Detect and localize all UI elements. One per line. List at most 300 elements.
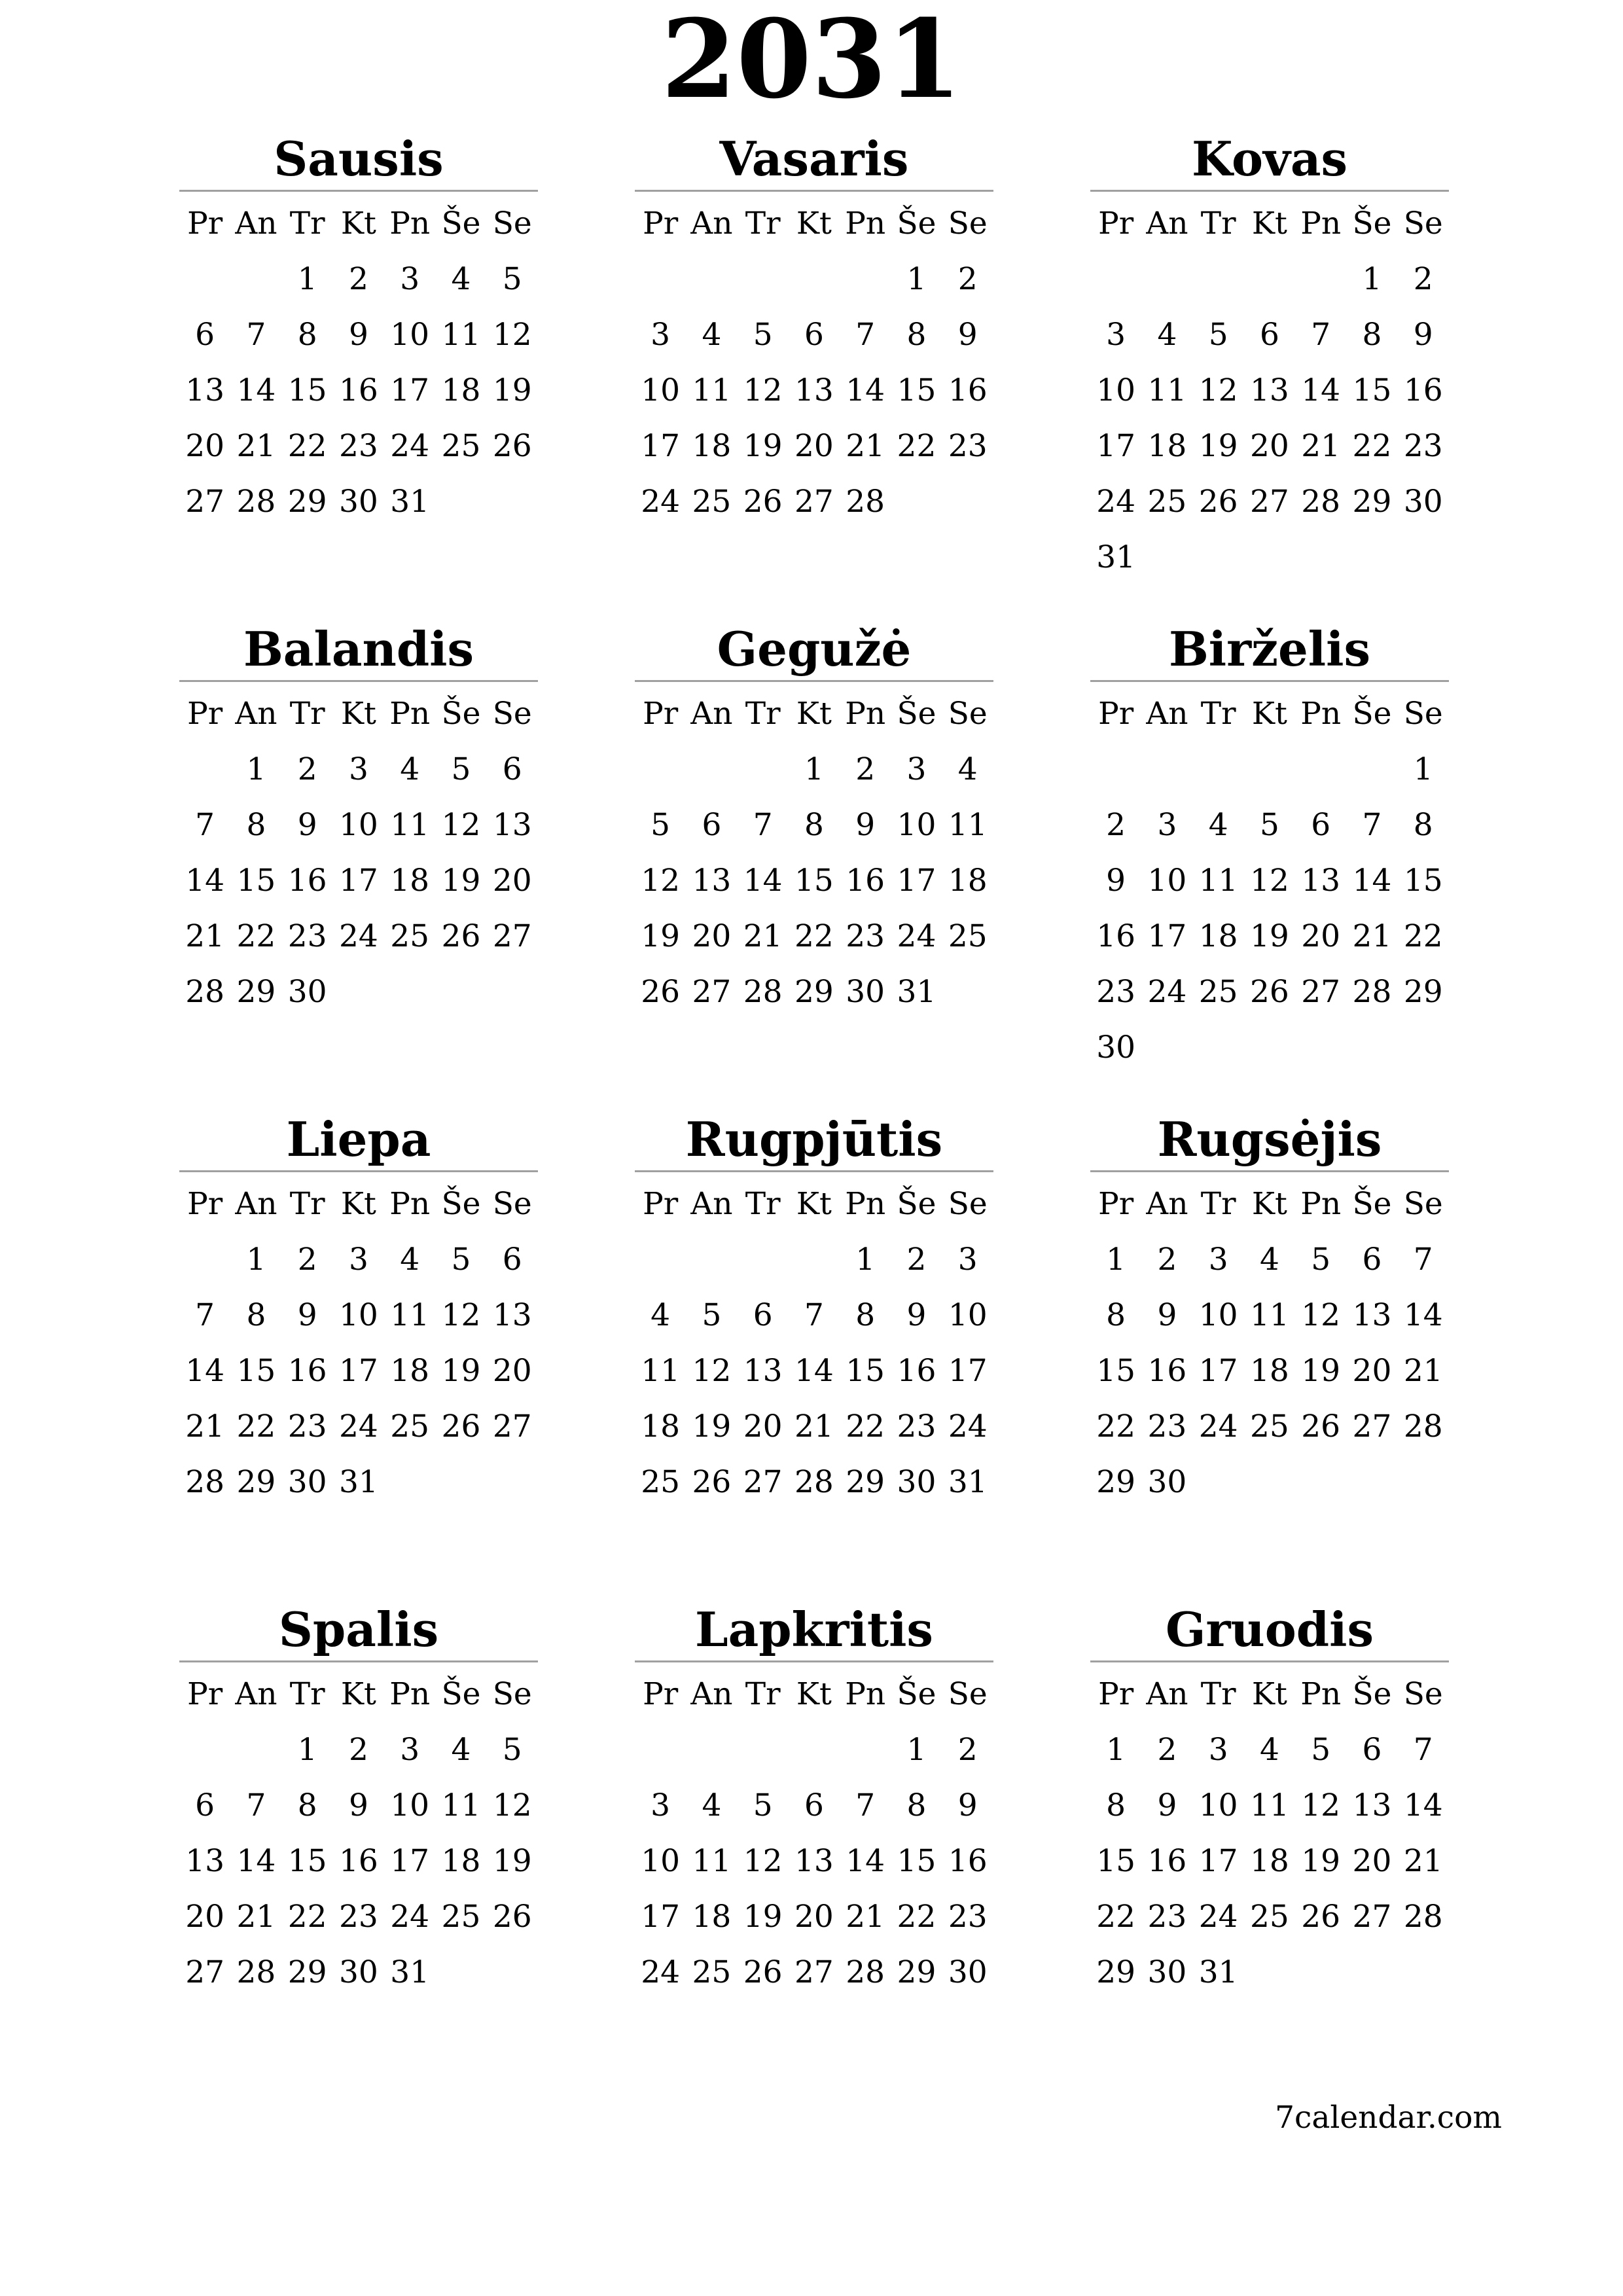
weekday-label: An [235,206,277,242]
weekday-label: Pn [389,696,431,732]
weekday-label: Tr [745,1186,781,1222]
month-block [635,621,993,1020]
day-cell: 3 [651,317,671,353]
day-cell: 24 [641,484,681,520]
day-cell [942,964,993,1020]
day-cell: 23 [897,1408,936,1444]
day-cell: 4 [400,751,420,787]
day-cell: 6 [804,317,824,353]
day-cell: 24 [641,1954,681,1990]
weekday-label: Pr [187,1186,223,1222]
day-cell: 29 [1096,1954,1136,1990]
day-cell: 29 [794,974,834,1010]
day-cell: 26 [692,1464,732,1500]
day-cell [1141,742,1192,797]
day-cell: 14 [185,1353,225,1389]
day-cell: 11 [692,1843,732,1879]
week-row [1090,418,1449,474]
day-cell: 30 [1096,1030,1136,1066]
day-cell: 7 [195,807,215,843]
day-cell: 8 [804,807,824,843]
day-cell: 6 [804,1787,824,1823]
day-cell: 19 [743,1899,783,1935]
day-cell: 8 [906,317,927,353]
weekday-label: Pn [389,1186,431,1222]
weekday-header [179,686,538,742]
day-cell: 10 [897,807,936,843]
weekday-label: An [235,696,277,732]
day-cell [1346,529,1397,585]
day-cell [1295,1454,1346,1510]
week-row [635,474,993,529]
day-cell: 15 [1096,1843,1136,1879]
day-cell: 6 [1311,807,1331,843]
day-cell [789,1722,840,1778]
day-cell: 9 [855,807,876,843]
day-cell: 15 [1352,372,1392,408]
day-cell [333,964,384,1020]
day-cell [1193,529,1244,585]
day-cell: 28 [1403,1408,1443,1444]
weekday-label: Se [948,1676,988,1712]
day-cell [1193,251,1244,307]
day-cell: 30 [1147,1954,1187,1990]
day-cell: 4 [957,751,978,787]
day-cell: 7 [1311,317,1331,353]
day-cell: 23 [1403,428,1443,464]
day-cell: 20 [1301,918,1341,954]
day-cell [1295,529,1346,585]
day-cell: 24 [1147,974,1187,1010]
day-cell: 24 [339,918,378,954]
week-row [635,1778,993,1833]
day-cell [686,1722,737,1778]
day-cell: 28 [236,484,276,520]
weekday-label: Še [441,1676,481,1712]
day-cell: 31 [339,1464,378,1500]
month-title: Rugsėjis [1157,1111,1382,1167]
month-divider [1090,680,1449,682]
day-cell [1244,1945,1295,2000]
week-row [635,1399,993,1454]
day-cell: 14 [1301,372,1341,408]
month-block [1090,131,1449,585]
weekday-label: Kt [1251,696,1287,732]
month-block [635,1111,993,1510]
day-cell: 13 [185,372,225,408]
day-cell: 27 [185,1954,225,1990]
day-cell: 22 [897,428,936,464]
week-row [179,742,538,797]
day-cell: 18 [1147,428,1187,464]
day-cell [1193,742,1244,797]
day-cell: 11 [1147,372,1187,408]
weekday-label: Tr [1200,696,1236,732]
day-cell [179,742,230,797]
day-cell: 16 [1147,1353,1187,1389]
day-cell: 12 [1250,863,1289,899]
day-cell: 22 [287,428,327,464]
weekday-label: Kt [796,1676,832,1712]
day-cell: 3 [906,751,927,787]
day-cell: 10 [339,1297,378,1333]
month-divider [179,1170,538,1172]
day-cell: 10 [1198,1787,1238,1823]
day-cell: 13 [1352,1787,1392,1823]
day-cell [230,1722,281,1778]
day-cell: 9 [1413,317,1433,353]
month-title: Spalis [278,1602,439,1657]
day-cell: 21 [1403,1843,1443,1879]
day-cell: 30 [846,974,885,1010]
day-cell: 2 [297,751,317,787]
day-cell: 21 [846,1899,885,1935]
month-divider [1090,1170,1449,1172]
day-cell: 17 [1096,428,1136,464]
weekday-header [1090,196,1449,251]
weekday-label: Se [1403,696,1443,732]
month-block [635,131,993,529]
day-cell: 25 [390,1408,430,1444]
day-cell: 8 [906,1787,927,1823]
day-cell: 28 [1403,1899,1443,1935]
weekday-label: Pr [1098,696,1134,732]
day-cell: 3 [1208,1242,1228,1278]
weekday-header [179,1666,538,1722]
day-cell: 18 [692,1899,732,1935]
day-cell: 5 [753,317,773,353]
day-cell: 10 [339,807,378,843]
day-cell: 14 [846,372,885,408]
day-cell: 5 [451,1242,471,1278]
weekday-label: Se [492,1186,532,1222]
day-cell [1398,529,1449,585]
month-block [1090,1602,1449,2000]
day-cell: 9 [348,1787,368,1823]
day-cell: 27 [1301,974,1341,1010]
day-cell: 14 [236,372,276,408]
day-cell: 2 [297,1242,317,1278]
day-cell: 22 [897,1899,936,1935]
day-cell [1090,251,1141,307]
weekday-label: Še [1352,1676,1392,1712]
day-cell: 16 [846,863,885,899]
weekday-label: Se [492,696,532,732]
day-cell: 6 [502,1242,522,1278]
day-cell: 26 [743,484,783,520]
weekday-label: Kt [340,1676,376,1712]
day-cell [789,1232,840,1287]
day-cell [1244,1020,1295,1075]
weekday-header [179,196,538,251]
month-divider [1090,190,1449,192]
day-cell [179,251,230,307]
day-cell [1244,1454,1295,1510]
day-cell: 5 [1208,317,1228,353]
day-cell: 2 [1413,261,1433,297]
day-cell: 23 [287,918,327,954]
day-cell: 11 [441,317,481,353]
day-cell: 21 [185,918,225,954]
day-cell: 12 [441,1297,481,1333]
day-cell: 5 [753,1787,773,1823]
day-cell: 16 [287,1353,327,1389]
weekday-label: Pr [643,1186,679,1222]
day-cell [1346,742,1397,797]
month-title: Balandis [243,621,474,677]
day-cell: 23 [1096,974,1136,1010]
day-cell: 20 [1250,428,1289,464]
weekday-label: Še [1352,1186,1392,1222]
day-cell: 31 [1198,1954,1238,1990]
weekday-label: Kt [340,696,376,732]
day-cell: 24 [390,1899,430,1935]
day-cell: 13 [1352,1297,1392,1333]
day-cell: 9 [348,317,368,353]
day-cell: 18 [441,372,481,408]
day-cell: 3 [1106,317,1126,353]
day-cell: 18 [390,863,430,899]
day-cell: 15 [846,1353,885,1389]
day-cell [840,251,891,307]
day-cell: 22 [1403,918,1443,954]
weekday-label: Se [948,206,988,242]
day-cell: 30 [339,484,378,520]
day-cell: 1 [906,1732,927,1768]
day-cell: 15 [794,863,834,899]
day-cell: 31 [390,484,430,520]
day-cell: 1 [297,1732,317,1768]
day-cell: 30 [897,1464,936,1500]
day-cell: 6 [1259,317,1279,353]
week-row [635,853,993,908]
day-cell: 29 [1403,974,1443,1010]
day-cell: 26 [492,1899,532,1935]
day-cell: 19 [692,1408,732,1444]
day-cell [891,474,942,529]
week-row [179,797,538,853]
day-cell: 21 [743,918,783,954]
month-block [1090,1111,1449,1510]
weekday-label: Se [948,1186,988,1222]
month-title: Lapkritis [695,1602,933,1657]
day-cell [1295,251,1346,307]
day-cell: 16 [948,372,988,408]
day-cell [1193,1020,1244,1075]
day-cell: 31 [897,974,936,1010]
day-cell: 1 [1106,1242,1126,1278]
day-cell: 17 [948,1353,988,1389]
weekday-label: Še [441,696,481,732]
day-cell: 19 [492,372,532,408]
weekday-label: Pn [845,1676,886,1712]
day-cell: 17 [641,1899,681,1935]
day-cell: 15 [897,1843,936,1879]
day-cell: 17 [339,1353,378,1389]
day-cell: 13 [492,1297,532,1333]
weekday-label: An [690,206,733,242]
day-cell: 9 [1157,1297,1177,1333]
day-cell: 4 [651,1297,671,1333]
day-cell [635,251,686,307]
month-title: Vasaris [719,131,909,187]
week-row [179,1287,538,1343]
day-cell [384,1454,435,1510]
day-cell: 1 [1413,751,1433,787]
day-cell [487,964,538,1020]
day-cell: 13 [1250,372,1289,408]
weekday-header [1090,686,1449,742]
day-cell: 24 [948,1408,988,1444]
day-cell: 27 [492,918,532,954]
day-cell: 24 [1096,484,1136,520]
week-row [635,251,993,307]
day-cell: 25 [1250,1408,1289,1444]
day-cell: 15 [1096,1353,1136,1389]
week-row [179,853,538,908]
day-cell: 25 [441,428,481,464]
day-cell: 18 [1198,918,1238,954]
week-row [1090,742,1449,797]
weekday-label: Pn [845,696,886,732]
day-cell: 3 [957,1242,978,1278]
day-cell: 11 [948,807,988,843]
day-cell: 21 [1301,428,1341,464]
day-cell: 26 [641,974,681,1010]
weekday-header [635,686,993,742]
day-cell: 21 [846,428,885,464]
day-cell: 16 [1147,1843,1187,1879]
day-cell: 16 [948,1843,988,1879]
week-row [635,1232,993,1287]
day-cell: 19 [1301,1353,1341,1389]
day-cell: 28 [743,974,783,1010]
day-cell: 9 [297,1297,317,1333]
day-cell: 27 [185,484,225,520]
day-cell: 1 [1362,261,1382,297]
day-cell: 2 [906,1242,927,1278]
week-row [1090,1945,1449,2000]
weekday-label: Pr [187,1676,223,1712]
day-cell: 12 [441,807,481,843]
weekday-label: An [690,1676,733,1712]
day-cell: 18 [692,428,732,464]
day-cell: 12 [1301,1297,1341,1333]
weekday-label: Se [948,696,988,732]
weekday-label: Tr [289,206,325,242]
day-cell: 28 [185,974,225,1010]
day-cell: 30 [287,1464,327,1500]
day-cell [487,474,538,529]
day-cell: 27 [743,1464,783,1500]
weekday-label: Kt [796,696,832,732]
month-block [179,1111,538,1510]
day-cell: 25 [1250,1899,1289,1935]
day-cell: 1 [246,751,266,787]
weekday-label: Tr [745,696,781,732]
month-divider [635,190,993,192]
day-cell: 14 [185,863,225,899]
day-cell: 18 [948,863,988,899]
day-cell: 5 [502,261,522,297]
day-cell: 21 [794,1408,834,1444]
weekday-label: Tr [1200,1676,1236,1712]
day-cell: 29 [236,1464,276,1500]
day-cell: 14 [743,863,783,899]
day-cell: 3 [400,1732,420,1768]
day-cell: 3 [348,751,368,787]
day-cell: 10 [390,317,430,353]
weekday-label: Kt [340,1186,376,1222]
day-cell: 2 [348,1732,368,1768]
week-row [635,1343,993,1399]
day-cell: 6 [1362,1242,1382,1278]
day-cell [1295,742,1346,797]
day-cell: 2 [855,751,876,787]
day-cell [435,474,486,529]
day-cell: 29 [287,484,327,520]
day-cell: 31 [390,1954,430,1990]
weekday-label: Tr [289,1186,325,1222]
day-cell: 9 [297,807,317,843]
day-cell: 2 [957,261,978,297]
day-cell: 5 [502,1732,522,1768]
day-cell: 11 [641,1353,681,1389]
day-cell [435,1945,486,2000]
day-cell: 27 [692,974,732,1010]
day-cell: 22 [1352,428,1392,464]
week-row [179,1778,538,1833]
week-row [179,251,538,307]
day-cell: 12 [743,372,783,408]
day-cell [1244,251,1295,307]
day-cell [686,1232,737,1287]
day-cell: 8 [1106,1787,1126,1823]
week-row [1090,797,1449,853]
year-title: 2031 [661,0,962,122]
month-title: Kovas [1191,131,1348,187]
weekday-label: An [690,1186,733,1222]
day-cell: 15 [1403,863,1443,899]
day-cell: 10 [641,372,681,408]
day-cell [1141,1020,1192,1075]
day-cell: 30 [287,974,327,1010]
day-cell: 19 [441,863,481,899]
day-cell [1346,1020,1397,1075]
day-cell [1244,529,1295,585]
day-cell: 5 [1311,1242,1331,1278]
week-row [179,1399,538,1454]
weekday-label: Pn [1300,696,1342,732]
weekday-label: Tr [289,696,325,732]
week-row [1090,964,1449,1020]
day-cell: 26 [441,918,481,954]
day-cell: 7 [804,1297,824,1333]
day-cell: 28 [794,1464,834,1500]
day-cell: 13 [1301,863,1341,899]
day-cell: 11 [390,807,430,843]
day-cell: 24 [1198,1899,1238,1935]
day-cell: 26 [1250,974,1289,1010]
weekday-header [635,1666,993,1722]
weekday-header [1090,1176,1449,1232]
day-cell: 18 [1250,1843,1289,1879]
day-cell [1244,742,1295,797]
week-row [1090,1722,1449,1778]
day-cell: 21 [1352,918,1392,954]
weekday-label: An [1146,1186,1188,1222]
day-cell: 24 [390,428,430,464]
